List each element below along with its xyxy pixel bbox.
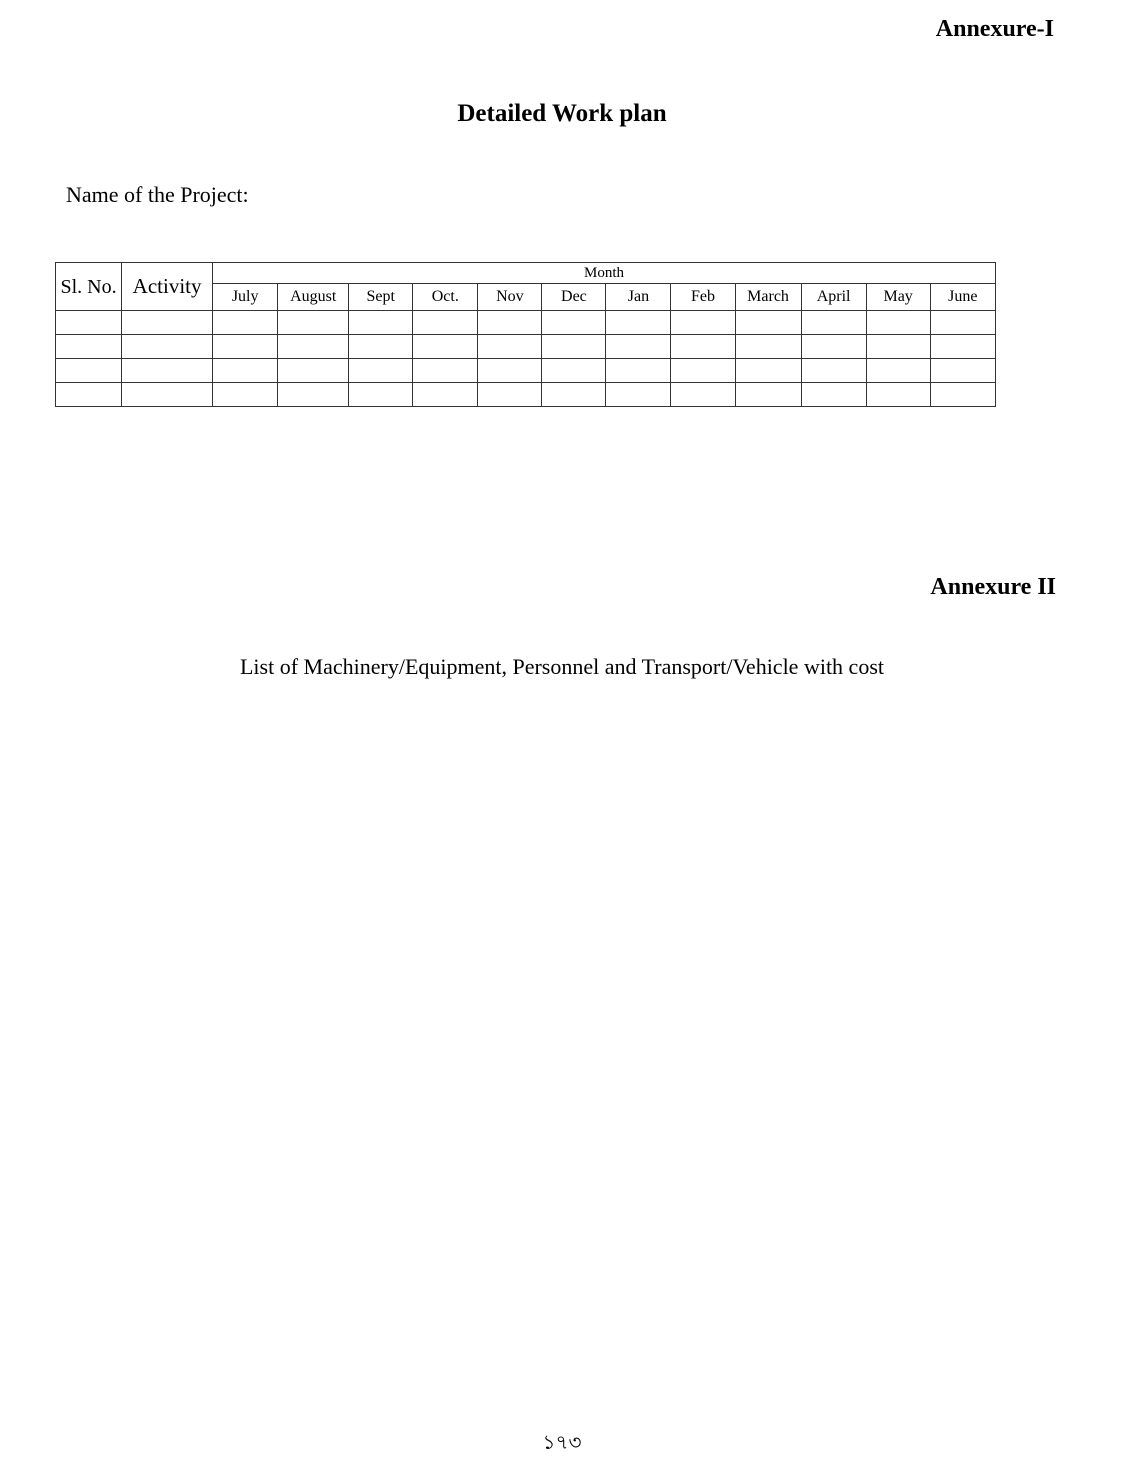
month-jan: Jan	[606, 284, 671, 311]
project-name-label: Name of the Project:	[66, 182, 249, 207]
month-august: August	[278, 284, 349, 311]
month-may: May	[866, 284, 930, 311]
machinery-list-title: List of Machinery/Equipment, Personnel and Transport/Vehicle with cost	[239, 654, 884, 679]
activity-header: Activity	[122, 263, 213, 311]
month-march: March	[735, 284, 801, 311]
month-nov: Nov	[478, 284, 542, 311]
sl-no-header: Sl. No.	[56, 263, 122, 311]
month-oct: Oct.	[413, 284, 478, 311]
table-row	[56, 359, 996, 383]
table-row	[56, 383, 996, 407]
page-title: Detailed Work plan	[457, 100, 667, 127]
work-plan-table	[55, 262, 996, 407]
table-row	[56, 335, 996, 359]
month-header: Month	[213, 263, 996, 284]
month-feb: Feb	[671, 284, 735, 311]
annexure-2-heading: Annexure II	[930, 574, 1056, 600]
month-july: July	[213, 284, 278, 311]
month-june: June	[930, 284, 995, 311]
page-number: ১৭৩	[542, 1430, 582, 1454]
month-april: April	[801, 284, 866, 311]
table-row	[56, 311, 996, 335]
annexure-1-heading: Annexure-I	[935, 16, 1054, 42]
month-sept: Sept	[349, 284, 413, 311]
month-dec: Dec	[542, 284, 606, 311]
